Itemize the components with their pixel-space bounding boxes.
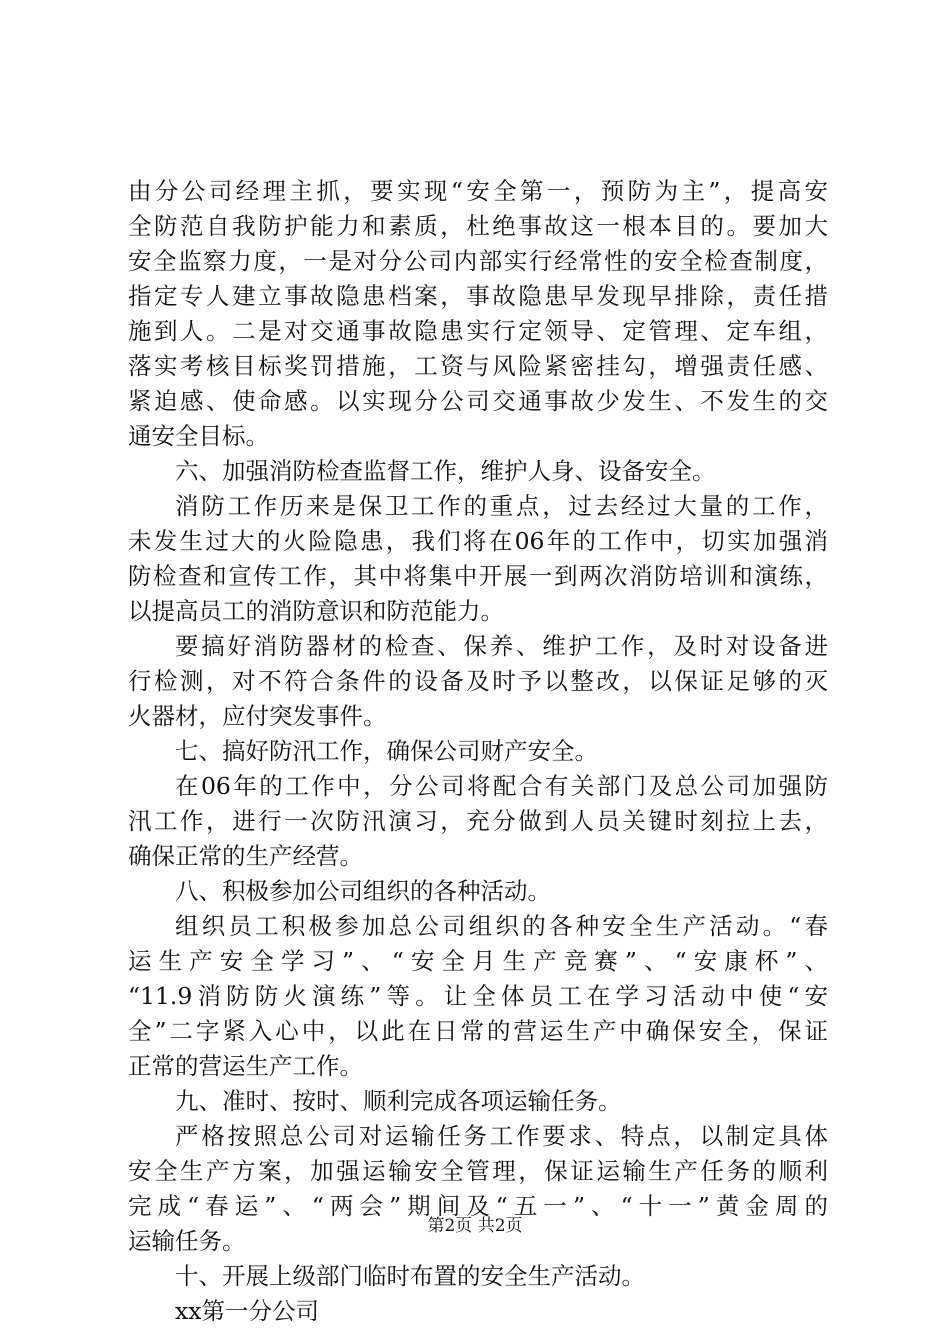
section-heading: 十、开展上级部门临时布置的安全生产活动。 [175, 1262, 645, 1290]
text-line: 完成“春运”、“两会”期间及“五一”、“十一”黄金周的 [128, 1192, 828, 1220]
text-line: 火器材，应付突发事件。 [128, 702, 387, 730]
text-line: 行检测，对不符合条件的设备及时予以整改，以保证足够的灭 [128, 667, 828, 695]
text-line: 组织员工积极参加总公司组织的各种安全生产活动。“春 [175, 912, 828, 940]
text-line: 在06年的工作中，分公司将配合有关部门及总公司加强防 [175, 772, 828, 800]
page-number-footer: 第2页 共2页 [427, 1216, 523, 1236]
text-line: “11.9消防防火演练”等。让全体员工在学习活动中使“安 [128, 982, 828, 1010]
text-line: 运生产安全学习”、“安全月生产竞赛”、“安康杯”、 [128, 947, 828, 975]
text-line: 指定专人建立事故隐患档案，事故隐患早发现早排除，责任措 [128, 282, 828, 310]
text-line: 全防范自我防护能力和素质，杜绝事故这一根本目的。要加大 [128, 212, 828, 240]
text-line: 以提高员工的消防意识和防范能力。 [128, 597, 504, 625]
section-heading: 八、积极参加公司组织的各种活动。 [175, 877, 551, 905]
text-line: 防检查和宣传工作，其中将集中开展一到两次消防培训和演练， [128, 562, 828, 590]
text-line: 紧迫感、使命感。以实现分公司交通事故少发生、不发生的交 [128, 387, 828, 415]
text-line: 未发生过大的火险隐患，我们将在06年的工作中，切实加强消 [128, 527, 828, 555]
text-line: 汛工作，进行一次防汛演习，充分做到人员关键时刻拉上去， [128, 807, 828, 835]
text-line: 消防工作历来是保卫工作的重点，过去经过大量的工作， [175, 492, 828, 520]
text-line: 确保正常的生产经营。 [128, 842, 363, 870]
text-line: 通安全目标。 [128, 422, 269, 450]
text-line: 由分公司经理主抓，要实现“安全第一，预防为主”，提高安 [128, 177, 828, 205]
text-line: 施到人。二是对交通事故隐患实行定领导、定管理、定车组， [128, 317, 828, 345]
text-line: 正常的营运生产工作。 [128, 1052, 363, 1080]
document-body [128, 174, 828, 1329]
section-heading: 六、加强消防检查监督工作，维护人身、设备安全。 [175, 457, 716, 485]
text-line: 严格按照总公司对运输任务工作要求、特点，以制定具体 [175, 1122, 828, 1150]
section-heading: 七、搞好防汛工作，确保公司财产安全。 [175, 737, 598, 765]
text-line: 落实考核目标奖罚措施，工资与风险紧密挂勾，增强责任感、 [128, 352, 828, 380]
signature-line: xx第一分公司 [175, 1297, 320, 1325]
text-line: 全”二字紧入心中，以此在日常的营运生产中确保安全，保证 [128, 1017, 828, 1045]
section-heading: 九、准时、按时、顺利完成各项运输任务。 [175, 1087, 622, 1115]
text-line: 要搞好消防器材的检查、保养、维护工作，及时对设备进 [175, 632, 828, 660]
text-line: 安全生产方案，加强运输安全管理，保证运输生产任务的顺利 [128, 1157, 828, 1185]
text-line: 安全监察力度，一是对分公司内部实行经常性的安全检查制度， [128, 247, 828, 275]
text-line: 运输任务。 [128, 1227, 246, 1255]
